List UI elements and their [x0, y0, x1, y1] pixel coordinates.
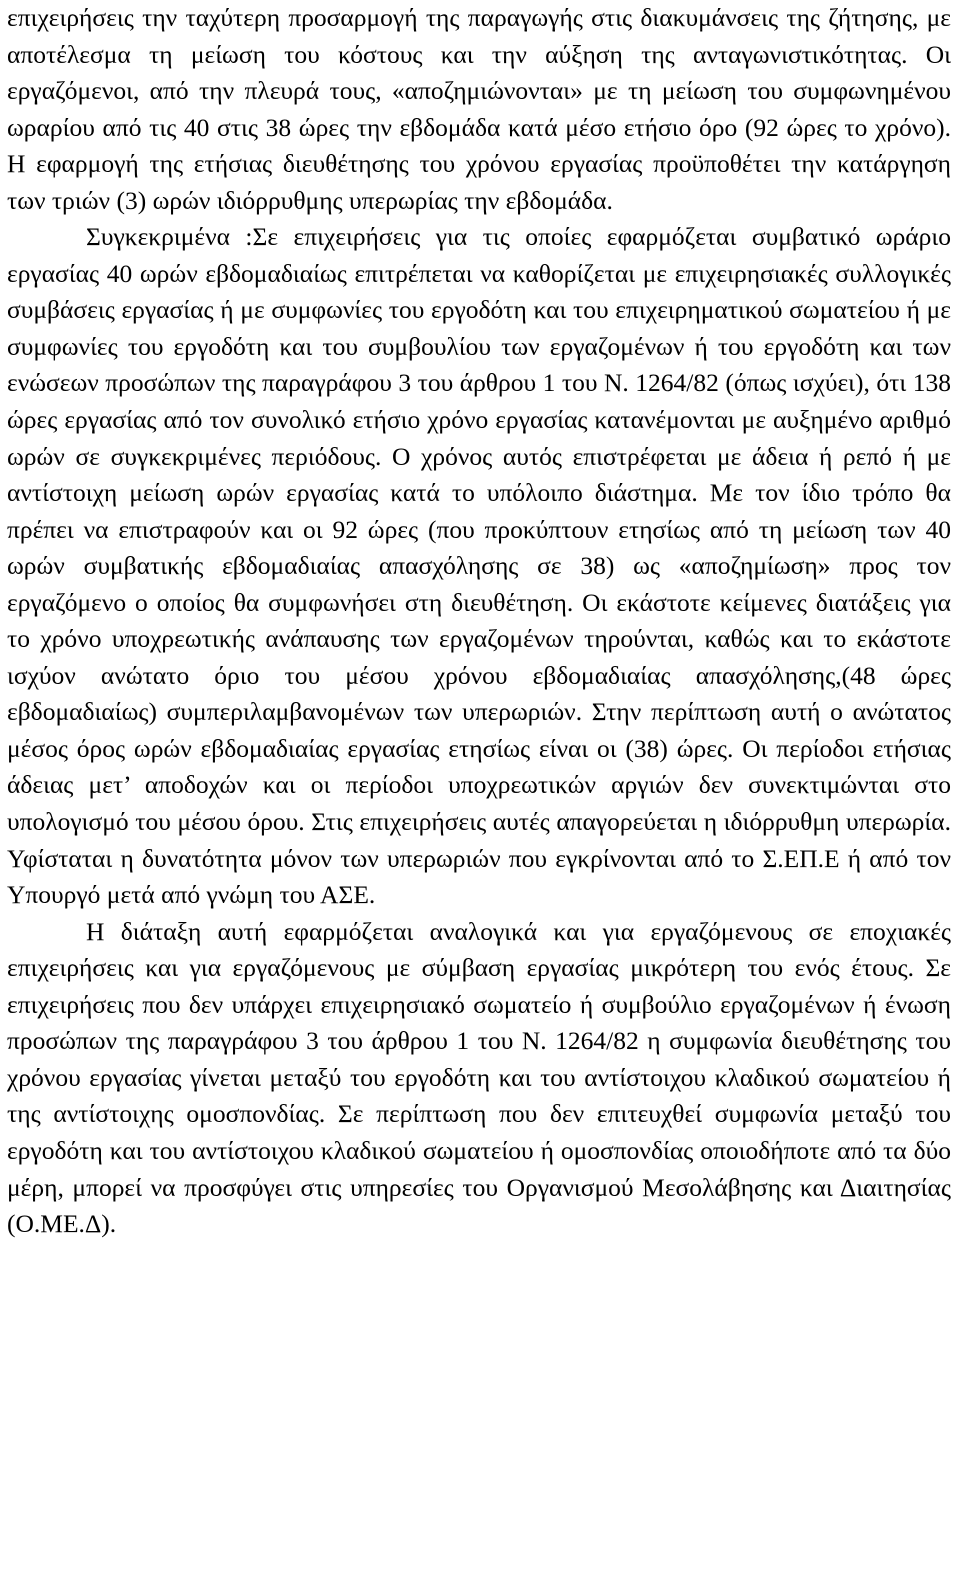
paragraph-working-hours-arrangement: Συγκεκριμένα :Σε επιχειρήσεις για τις οποίες εφαρμόζεται συμβατικό ωράριο εργασίας 40 ωρών εβδομαδιαίως επιτρέπεται να καθορίζεται με επιχειρησιακές συλλογικές συμβάσεις εργασίας ή με συμφωνίες του εργοδότη και του επιχειρηματικού σωματείου ή με συμφωνίες του εργοδότη και του συμβουλίου των εργαζομένων ή του εργοδότη και των ενώσεων προσώπων της παραγράφου 3 του άρθρου 1 του Ν. 1264/82 (όπως ισχύει), ότι 138 ώρες εργασίας από τον συνολικό ετήσιο χρόνο εργασίας κατανέμονται με αυξημένο αριθμό ωρών σε συγκεκριμένες περιόδους. Ο χρόνος αυτός επιστρέφεται με άδεια ή ρεπό ή με αντίστοιχη μείωση ωρών εργασίας κατά το υπόλοιπο διάστημα. Με τον ίδιο τρόπο θα πρέπει να επιστραφούν και οι 92 ώρες (που προκύπτουν ετησίως από τη μείωση των 40 ωρών συμβατικής εβδομαδιαίας απασχόλησης σε 38) ως «αποζημίωση» προς τον εργαζόμενο ο οποίος θα συμφωνήσει στη διευθέτηση. Οι εκάστοτε κείμενες διατάξεις για το χρόνο υποχρεωτικής ανάπαυσης των εργαζομένων τηρούνται, καθώς και το εκάστοτε ισχύον ανώτατο όριο του μέσου χρόνου εβδομαδιαίας απασχόλησης,(48 ώρες εβδομαδιαίως) συμπεριλαμβανομένων των υπερωριών. Στην περίπτωση αυτή ο ανώτατος μέσος όρος ωρών εβδομαδιαίας εργασίας ετησίως είναι οι (38) ώρες. Οι περίοδοι ετήσιας άδειας μετ’ αποδοχών και οι περίοδοι υποχρεωτικών αργιών δεν συνεκτιμώνται στο υπολογισμό του μέσου όρου. Στις επιχειρήσεις αυτές απαγορεύεται η ιδιόρρυθμη υπερωρία. Υφίσταται η δυνατότητα μόνον των υπερωριών που εγκρίνονται από το Σ.ΕΠ.Ε ή από τον Υπουργό μετά από γνώμη του ΑΣΕ. [7, 222, 951, 910]
document-page [7, 0, 951, 1243]
paragraph-continuation: επιχειρήσεις την ταχύτερη προσαρμογή της παραγωγής στις διακυμάνσεις της ζήτησης, με αποτέλεσμα τη μείωση του κόστους και την αύξηση της ανταγωνιστικότητας. Οι εργαζόμενοι, από την πλευρά τους, «αποζημιώνονται» με τη μείωση του συμφωνημένου ωραρίου από τις 40 στις 38 ώρες την εβδομάδα κατά μέσο ετήσιο όρο (92 ώρες το χρόνο). Η εφαρμογή της ετήσιας διευθέτησης του χρόνου εργασίας προϋποθέτει την κατάργηση των τριών (3) ωρών ιδιόρρυθμης υπερωρίας την εβδομάδα. [7, 3, 951, 215]
paragraph-seasonal-businesses: Η διάταξη αυτή εφαρμόζεται αναλογικά και για εργαζόμενους σε εποχιακές επιχειρήσεις και για εργαζόμενους με σύμβαση εργασίας μικρότερη του ενός έτους. Σε επιχειρήσεις που δεν υπάρχει επιχειρησιακό σωματείο ή συμβούλιο εργαζομένων ή ένωση προσώπων της παραγράφου 3 του άρθρου 1 του Ν. 1264/82 η συμφωνία διευθέτησης του χρόνου εργασίας γίνεται μεταξύ του εργοδότη και του αντίστοιχου κλαδικού σωματείου ή της αντίστοιχης ομοσπονδίας. Σε περίπτωση που δεν επιτευχθεί συμφωνία μεταξύ του εργοδότη και του αντίστοιχου κλαδικού σωματείου ή ομοσπονδίας οποιοδήποτε από τα δύο μέρη, μπορεί να προσφύγει στις υπηρεσίες του Οργανισμού Μεσολάβησης και Διαιτησίας (Ο.ΜΕ.Δ). [7, 916, 951, 1239]
